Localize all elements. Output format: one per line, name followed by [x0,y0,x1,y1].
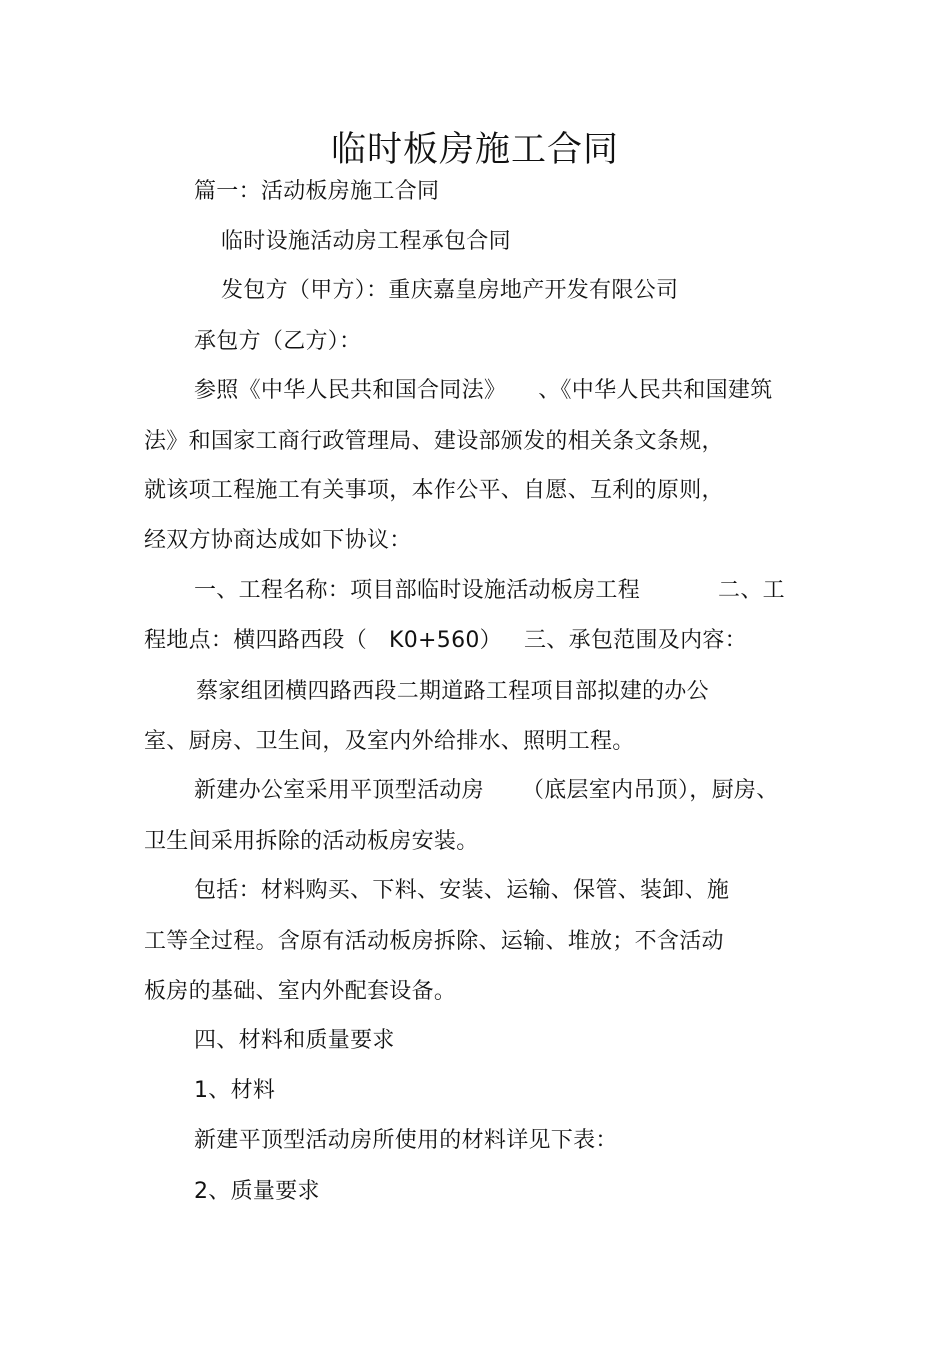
preamble-line-4: 经双方协商达成如下协议： [144,528,412,553]
party-b-line: 承包方（乙方）： [194,329,362,354]
materials-note: 新建平顶型活动房所使用的材料详见下表： [194,1128,618,1153]
include-line-2: 工等全过程。含原有活动板房拆除、运输、堆放；不含活动 [144,929,724,954]
scope-heading: 三、承包范围及内容： [523,628,747,653]
document-title: 临时板房施工合同 [330,130,619,170]
office-line-1 [194,777,779,805]
subsection-1-heading: 1、材料 [194,1078,276,1103]
item-line-1 [194,577,785,605]
include-line-3: 板房的基础、室内外配套设备。 [144,979,457,1004]
preamble-line-1 [194,377,773,405]
subsection-2-heading: 2、质量要求 [194,1179,320,1204]
office-text-1a: 新建办公室采用平顶型活动房 [194,778,484,803]
office-text-1b: （底层室内吊顶），厨房、 [521,778,779,803]
part-heading: 篇一：活动板房施工合同 [194,179,440,204]
preamble-text-1b: 、《中华人民共和国建筑 [538,378,773,403]
location-label-start: 二、工 [718,578,785,603]
location-text: 程地点：横四路西段（ [144,628,368,653]
section-4-heading: 四、材料和质量要求 [194,1028,395,1053]
preamble-text-1a: 参照《中华人民共和国合同法》 [194,378,507,403]
station-text: K0+560） [389,628,502,653]
party-a-line: 发包方（甲方）：重庆嘉皇房地产开发有限公司 [221,278,679,303]
include-line-1: 包括：材料购买、下料、安装、运输、保管、装卸、施 [194,878,730,903]
project-name-text: 一、工程名称：项目部临时设施活动板房工程 [194,578,641,603]
scope-line-1: 蔡家组团横四路西段二期道路工程项目部拟建的办公 [196,679,709,704]
contract-subtitle: 临时设施活动房工程承包合同 [221,229,511,254]
office-line-2: 卫生间采用拆除的活动板房安装。 [144,829,479,854]
item-line-2 [144,627,747,655]
scope-line-2: 室、厨房、卫生间，及室内外给排水、照明工程。 [144,729,635,754]
preamble-line-3: 就该项工程施工有关事项，本作公平、自愿、互利的原则， [144,478,724,503]
preamble-line-2: 法》和国家工商行政管理局、建设部颁发的相关条文条规， [144,429,724,454]
